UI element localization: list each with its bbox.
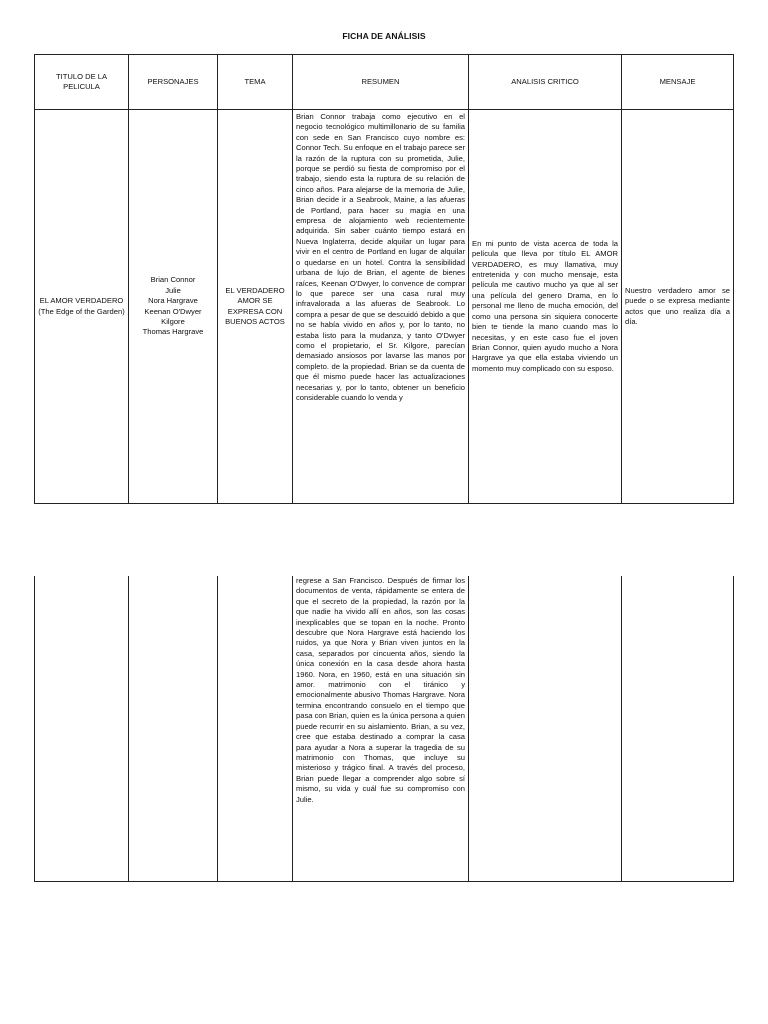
cell-titulo-empty (35, 576, 129, 882)
cell-analisis-critico: En mi punto de vista acerca de toda la película que lleva por título EL AMOR VERDADERO, es muy llamativa, muy entretenida y con mucho mensaje, esta película me cautivo mucho ya que al ser una película del genero Drama, en lo personal me lleno de mucha emoción, del como una persona sin siquiera conocerte bien te tiende la mano cuando mas lo necesitas, y en este caso fue el joven Brian Connor, quien ayudo mucho a Nora Hargrave ya que ella estaba viviendo un momento muy complicado con su esposo. (469, 110, 622, 504)
cell-resumen (293, 110, 469, 504)
personaje-item: Keenan O'Dwyer (144, 306, 202, 316)
cell-mensaje: Nuestro verdadero amor se puede o se expresa mediante actos que uno realiza día a día. (622, 110, 734, 504)
personaje-item: Thomas Hargrave (142, 327, 204, 337)
resumen-text: Brian Connor trabaja como ejecutivo en el negocio tecnológico multimillonario de su familia con sede en San Francisco cuyo nombre es: Connor Tech. Su enfoque en el trabajo parece ser la razón de la ruptura con su prometida, Julie, porque se perdió su fiesta de compromiso por el trabajo, siendo esta la ruptura de su relación de cinco años. Para alejarse de la memoria de Julie, Brian decide ir a Seabrook, Maine, a las afueras de Portland, para hacer su magia en una empresa de alojamiento web recientemente adquirida. Sin saber cuánto tiempo estará en Nueva Inglaterra, decide alquilar un lugar para vivir en el centro de Portland en lugar de alquilar o quedarse en un hotel. Contra la sensibilidad urbana de lujo de Brian, el agente de bienes raíces, Keenan O'Dwyer, lo convence de comprar lo que parece ser una casa rural muy infravalorada a las afueras de Seabrook. Lo compra a pesar de que se descuidó debido a que no se había vivido en años y, por lo tanto, no estaba listo para la mudanza, y tanto O'Dwyer como el propietario, el Sr. Kilgore, parecían demasiado ansiosos por lavarse las manos por completo. de la propiedad. Brian se da cuenta de que él mismo puede hacer las actualizaciones necesarias y, por lo tanto, obtener un beneficio considerable cuando lo venda y (296, 112, 465, 402)
cell-titulo: EL AMOR VERDADERO (The Edge of the Garden) (35, 110, 129, 504)
header-mensaje: MENSAJE (622, 55, 734, 110)
cell-mensaje-empty (622, 576, 734, 882)
personaje-item: Julie (165, 285, 181, 295)
cell-resumen-continued: regrese a San Francisco. Después de firmar los documentos de venta, rápidamente se entera de que el secreto de la propiedad, la razón por la que nadie ha vivido allí en años, son las cosas inexplicables que se topan en la noche. Pronto descubre que Nora Hargrave está haciendo los ruidos, ya que Nora y Brian viven juntos en la casa, separados por cincuenta años, siendo la única conexión en la casa desde ahora hasta 1960. Nora, en 1960, está en una situación sin amor. matrimonio con el tiránico y emocionalmente abusivo Thomas Hargrave. Nora termina encontrando consuelo en el tiempo que pasa con Brian, quien es la única persona a quien puede recurrir en su aislamiento. Brian, a su vez, cree que estaba destinado a comprar la casa para ayudar a Nora a superar la tragedia de su matrimonio con Thomas, que incluye su misterioso y trágico final. A través del proceso, Brian puede llegar a comprender algo sobre sí mismo, su vida y cuál fue su compromiso con Julie. (293, 576, 469, 882)
personaje-item: Nora Hargrave (148, 296, 198, 306)
cell-tema-empty (218, 576, 293, 882)
header-resumen: RESUMEN (293, 55, 469, 110)
header-titulo: TITULO DE LA PELICULA (35, 55, 129, 110)
header-personajes: PERSONAJES (129, 55, 218, 110)
cell-personajes-empty (129, 576, 218, 882)
table-row (35, 110, 734, 504)
header-tema: TEMA (218, 55, 293, 110)
analysis-table (34, 54, 734, 504)
analysis-table-continued (34, 576, 734, 882)
personaje-item: Brian Connor (150, 275, 196, 285)
header-analisis-critico: ANALISIS CRITICO (469, 55, 622, 110)
table-header-row (35, 55, 734, 110)
table-row (35, 576, 734, 882)
cell-analisis-empty (469, 576, 622, 882)
document-title: FICHA DE ANÁLISIS (342, 31, 426, 41)
cell-tema: EL VERDADERO AMOR SE EXPRESA CON BUENOS ACTOS (218, 110, 293, 504)
personaje-item: Kilgore (161, 316, 185, 326)
cell-personajes (129, 110, 218, 504)
